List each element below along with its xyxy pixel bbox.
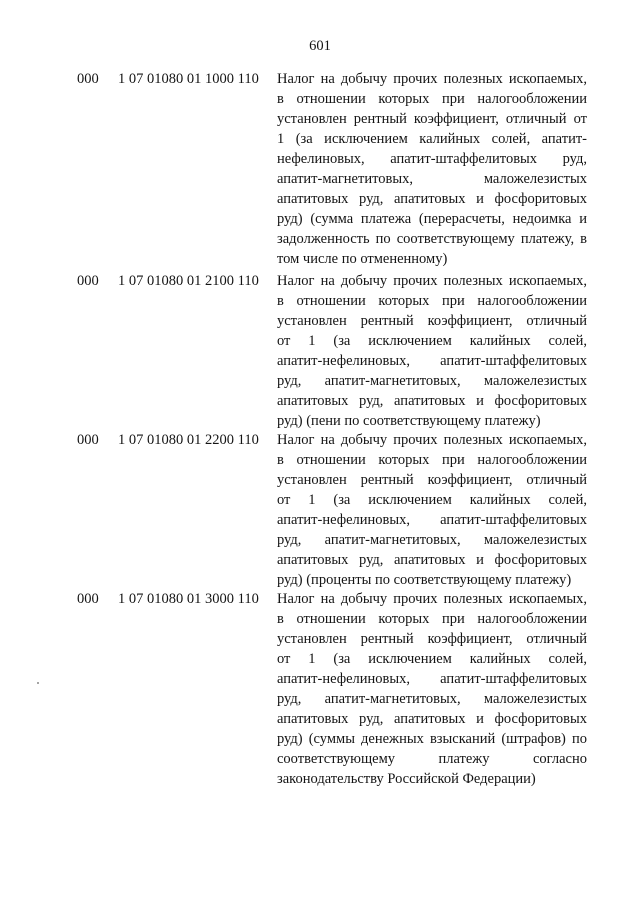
description-line: установлен рентный коэффициент, отличный [277,631,587,647]
description-line: в отношении которых при налогообложении [277,91,587,107]
description-line: в отношении которых при налогообложении [277,611,587,627]
code-description [277,589,587,789]
description-line: 1 (за исключением калийных солей, апатит- [277,131,587,147]
scan-speck [37,682,39,684]
description-line: руд, апатит-магнетитовых, маложелезистых [277,691,587,707]
description-line: апатитовых руд, апатитовых и фосфоритовых [277,552,587,568]
description-line: Налог на добычу прочих полезных ископаемых, [277,591,587,607]
description-line: в отношении которых при налогообложении [277,452,587,468]
budget-classification-code: 1 07 01080 01 2200 110 [118,432,259,448]
page-number: 601 [309,38,331,54]
description-line: от 1 (за исключением калийных солей, [277,651,587,667]
description-line: апатит-нефелиновых, апатит-штаффелитовых [277,512,587,528]
description-line: апатит-нефелиновых, апатит-штаффелитовых [277,671,587,687]
description-line: в отношении которых при налогообложении [277,293,587,309]
description-line: руд, апатит-магнетитовых, маложелезистых [277,532,587,548]
administrator-code: 000 [77,71,99,87]
description-line: Налог на добычу прочих полезных ископаемых, [277,273,587,289]
budget-classification-code: 1 07 01080 01 3000 110 [118,591,259,607]
description-line: соответствующему платежу согласно [277,751,587,767]
code-description [277,271,587,431]
description-line: апатитовых руд, апатитовых и фосфоритовых [277,393,587,409]
description-line: задолженность по соответствующему платежу, в [277,231,587,247]
description-line: руд) (сумма платежа (перерасчеты, недоимка и [277,211,587,227]
description-line: от 1 (за исключением калийных солей, [277,333,587,349]
budget-classification-code: 1 07 01080 01 1000 110 [118,71,259,87]
description-line: том числе по отмененному) [277,251,448,267]
description-line: руд) (суммы денежных взысканий (штрафов) по [277,731,587,747]
description-line: Налог на добычу прочих полезных ископаемых, [277,432,587,448]
description-line: установлен рентный коэффициент, отличный [277,313,587,329]
description-line: от 1 (за исключением калийных солей, [277,492,587,508]
description-line: апатитовых руд, апатитовых и фосфоритовых [277,711,587,727]
description-line: апатит-магнетитовых, маложелезистых [277,171,587,187]
description-line: нефелиновых, апатит-штаффелитовых руд, [277,151,587,167]
description-line: руд) (проценты по соответствующему платежу) [277,572,572,588]
code-description [277,69,587,269]
administrator-code: 000 [77,432,99,448]
budget-classification-code: 1 07 01080 01 2100 110 [118,273,259,289]
administrator-code: 000 [77,273,99,289]
description-line: установлен рентный коэффициент, отличный от [277,111,587,127]
description-line: апатит-нефелиновых, апатит-штаффелитовых [277,353,587,369]
description-line: руд, апатит-магнетитовых, маложелезистых [277,373,587,389]
description-line: апатитовых руд, апатитовых и фосфоритовых [277,191,587,207]
description-line: Налог на добычу прочих полезных ископаемых, [277,71,587,87]
administrator-code: 000 [77,591,99,607]
description-line: законодательству Российской Федерации) [277,771,536,787]
code-description [277,430,587,590]
description-line: руд) (пени по соответствующему платежу) [277,413,541,429]
description-line: установлен рентный коэффициент, отличный [277,472,587,488]
